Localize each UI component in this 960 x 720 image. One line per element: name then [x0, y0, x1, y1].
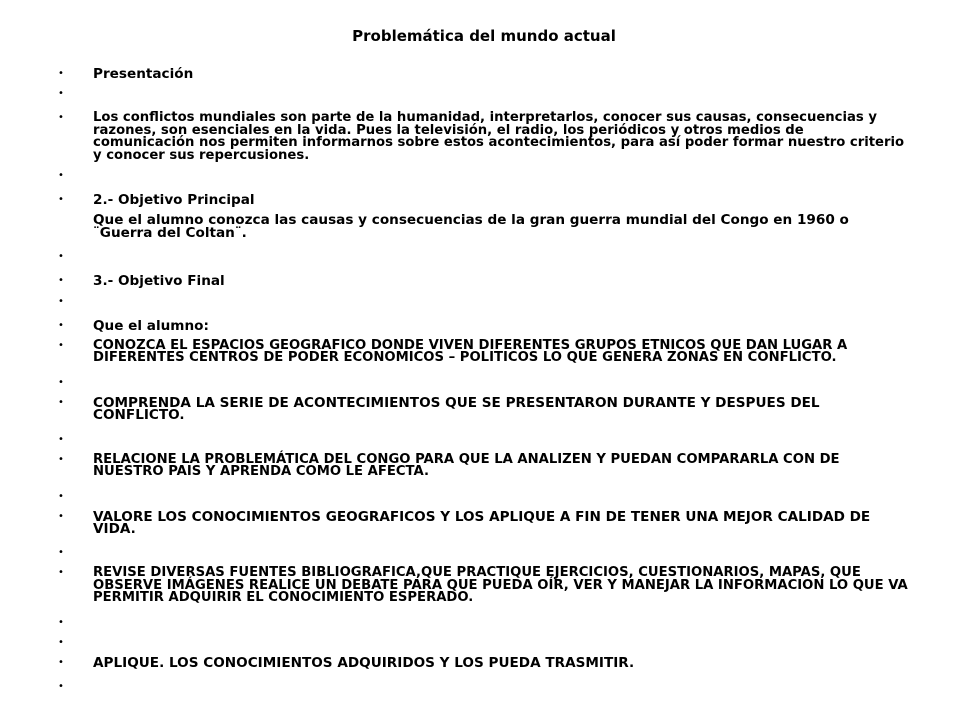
list-item: [58, 567, 908, 604]
bullet-icon: •: [58, 251, 64, 263]
bullet-icon: •: [58, 547, 64, 559]
list-item: [58, 112, 908, 162]
bullet-icon: •: [58, 340, 64, 352]
bullet-icon: •: [58, 616, 64, 628]
bullet-icon: •: [58, 88, 64, 100]
list-item-text: APLIQUE. LOS CONOCIMIENTOS ADQUIRIDOS Y LOS PUEDA TRASMITIR.: [93, 654, 635, 671]
content-list: [58, 68, 908, 693]
bullet-icon: •: [58, 275, 64, 287]
bullet-icon: •: [58, 194, 64, 206]
bullet-icon: •: [58, 170, 64, 182]
list-item: [58, 394, 908, 424]
list-item: [58, 451, 908, 480]
list-item-text: 2.- Objetivo Principal: [93, 192, 255, 209]
list-item: [58, 340, 908, 365]
list-item-text: COMPRENDA LA SERIE DE ACONTECIMIENTOS QUE SE PRESENTARON DURANTE Y DESPUES DEL CONFLICTO.: [93, 394, 820, 424]
empty-list-item: [58, 296, 908, 308]
empty-list-item: [58, 88, 908, 100]
empty-list-item: [58, 434, 908, 446]
bullet-icon: •: [58, 656, 64, 668]
list-item: [58, 273, 908, 290]
bullet-icon: •: [58, 295, 64, 307]
bullet-icon: •: [58, 680, 64, 692]
list-item: [58, 68, 908, 80]
bullet-icon: •: [58, 433, 64, 445]
list-item-text: VALORE LOS CONOCIMIENTOS GEOGRAFICOS Y LOS APLIQUE A FIN DE TENER UNA MEJOR CALIDAD DE VIDA.: [93, 508, 871, 537]
list-item: [58, 654, 908, 671]
list-item-text: RELACIONE LA PROBLEMÁTICA DEL CONGO PARA QUE LA ANALIZEN Y PUEDAN COMPARARLA CON DE NUESTRO PAIS Y APRENDA COMO LE AFECTA.: [93, 451, 840, 480]
list-item-text: REVISE DIVERSAS FUENTES BIBLIOGRAFICA,QUE PRACTIQUE EJERCICIOS, CUESTIONARIOS, MAPAS, QUE OBSERVE IMÁGENES REALICE UN DEBATE PARA QUE PUEDA OÍR, VER Y MANEJAR LA INFORMACION LO QUE VA PERMITIR ADQUIRIR EL CONOCIMIENTO ESPERADO.: [93, 565, 908, 606]
bullet-icon: •: [58, 636, 64, 648]
bullet-icon: •: [58, 68, 64, 79]
bullet-icon: •: [58, 567, 64, 579]
empty-list-item: [58, 617, 908, 629]
empty-list-item: [58, 251, 908, 263]
bullet-icon: •: [58, 396, 64, 408]
bullet-icon: •: [58, 453, 64, 465]
list-item-text: CONOZCA EL ESPACIOS GEOGRAFICO DONDE VIVEN DIFERENTES GRUPOS ETNICOS QUE DAN LUGAR A DIFERENTES CENTROS DE PODER ECONOMICOS – POLITICOS LO QUE GENERA ZONAS EN CONFLICTO.: [93, 338, 848, 366]
bullet-icon: •: [58, 112, 64, 124]
list-item-text: Que el alumno:: [93, 317, 209, 334]
empty-list-item: [58, 681, 908, 693]
bullet-icon: •: [58, 490, 64, 502]
bullet-icon: •: [58, 510, 64, 522]
list-item: [58, 192, 908, 209]
empty-list-item: [58, 637, 908, 649]
empty-list-item: [58, 547, 908, 559]
list-item-text: Los conflictos mundiales son parte de la humanidad, interpretarlos, conocer sus causas, consecuencias y razones, son esenciales en la vida. Pues la televisión, el radio, los periódicos y otros medios de comunicación nos permiten informarnos sobre estos acontecimientos, para así poder formar nuestro criterio y conocer sus repercusiones.: [93, 110, 905, 163]
list-item-text: Presentación: [93, 66, 194, 82]
list-item: [58, 214, 908, 239]
list-item-text: Que el alumno conozca las causas y consecuencias de la gran guerra mundial del Congo en 1960 o ¨Guerra del Coltan¨.: [93, 212, 849, 241]
bullet-icon: •: [58, 376, 64, 388]
page-title: Problemática del mundo actual: [352, 27, 616, 45]
list-item-text: 3.- Objetivo Final: [93, 273, 225, 290]
list-item: [58, 508, 908, 537]
bullet-icon: •: [58, 319, 64, 331]
list-item: [58, 317, 908, 334]
empty-list-item: [58, 377, 908, 389]
empty-list-item: [58, 170, 908, 182]
empty-list-item: [58, 491, 908, 503]
